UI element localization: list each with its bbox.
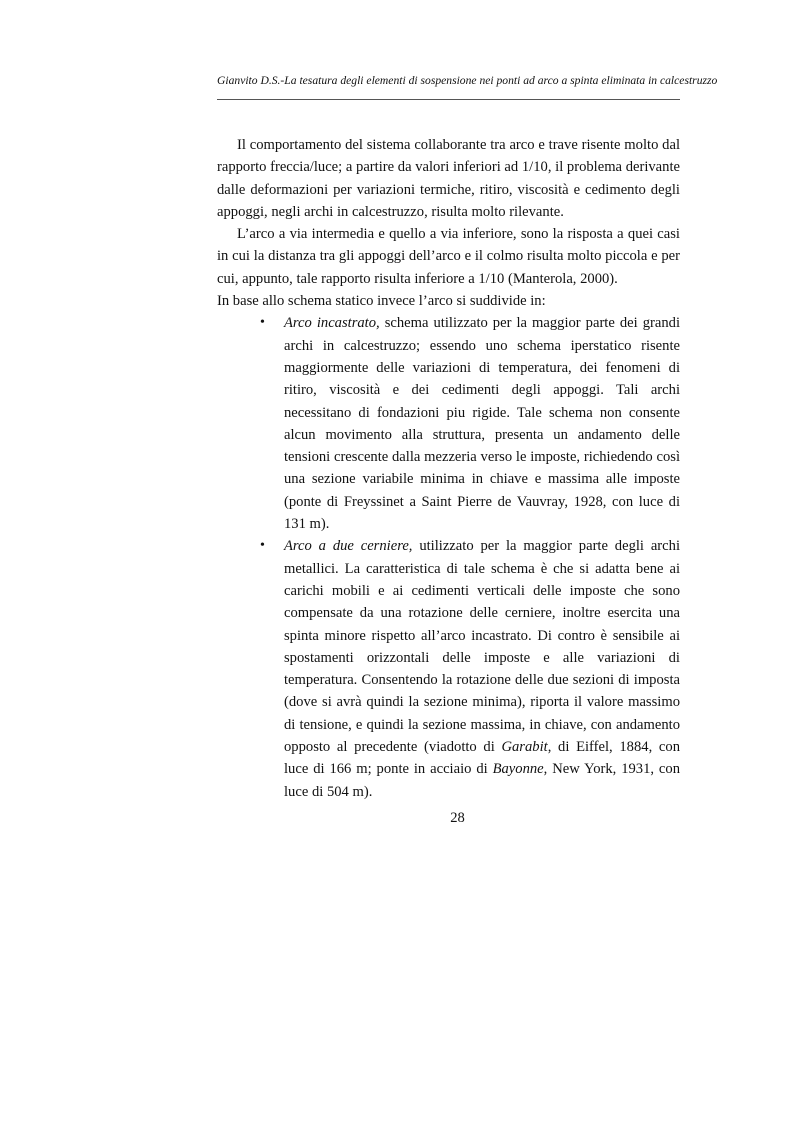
place-name: Garabit — [501, 739, 548, 756]
header-divider — [217, 99, 680, 100]
list-text: schema utilizzato per la maggior parte dei grandi archi in calcestruzzo; essendo uno schema iperstatico risente maggiormente delle variazioni di temperatura, dei fenomeni di ritiro, viscosità e dei cedimenti degli appoggi. Tali archi necessitano di fondazioni piu rigide. Tale schema non consente alcun movimento alla struttura, presenta un andamento delle tensioni crescente dalla mezzeria verso le imposte, richiedendo così una sezione variabile minima in chiave e massima alle imposte (ponte di Freyssinet a Saint Pierre de Vauvray, 1928, con luce di 131 m). — [284, 315, 680, 533]
list-text: , di Eiffel, 1884, con luce di 166 m; ponte in acciaio di — [284, 739, 680, 778]
list-text: , New York, 1931, con luce di 504 m). — [284, 761, 680, 800]
page-body — [217, 134, 680, 803]
bullet-icon: • — [260, 315, 265, 331]
list-item — [260, 312, 680, 535]
running-header: Gianvito D.S.-La tesatura degli elementi di sospensione nei ponti ad arco a spinta eliminata in calcestruzzo — [217, 74, 718, 87]
paragraph: L’arco a via intermedia e quello a via inferiore, sono la risposta a quei casi in cui la distanza tra gli appoggi dell’arco e il colmo risulta molto piccola e per cui, appunto, tale rapporto risulta inferiore a 1/10 (Manterola, 2000). — [217, 226, 680, 287]
paragraph: Il comportamento del sistema collaborante tra arco e trave risente molto dal rapporto freccia/luce; a partire da valori inferiori ad 1/10, il problema derivante dalle deformazioni per variazioni termiche, ritiro, viscosità e cedimento degli appoggi, negli archi in calcestruzzo, risulta molto rilevante. — [217, 137, 680, 220]
bullet-list — [217, 312, 680, 803]
list-term: Arco a due cerniere, — [284, 538, 413, 555]
list-text: utilizzato per la maggior parte degli archi metallici. La caratteristica di tale schema è che si adatta bene ai carichi mobili e ai cedimenti verticali delle imposte che sono compensate da una rotazione delle cerniere, inoltre esercita una spinta minore rispetto all’arco incastrato. Di contro è sensibile ai spostamenti orizzontali delle imposte e alle variazioni di temperatura. Consentendo la rotazione delle due sezioni di imposta (dove si avrà quindi la sezione minima), riporta il valore massimo di tensione, e quindi la sezione massima, in chiave, con andamento opposto al precedente (viadotto di — [284, 538, 680, 756]
list-term: Arco incastrato, — [284, 315, 380, 332]
page-number: 28 — [450, 810, 465, 826]
place-name: Bayonne — [492, 761, 544, 778]
paragraph: In base allo schema statico invece l’arco si suddivide in: — [217, 293, 546, 310]
bullet-icon: • — [260, 538, 265, 554]
list-item — [260, 535, 680, 803]
